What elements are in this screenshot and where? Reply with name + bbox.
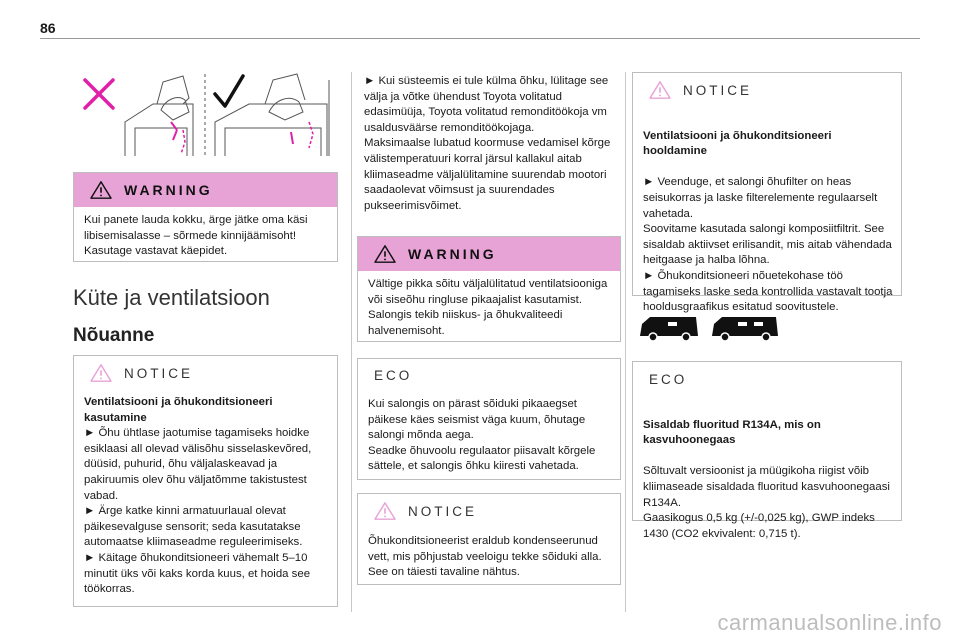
notice-title: NOTICE: [408, 503, 478, 519]
table-fold-illustration: [65, 70, 335, 162]
header-rule: [40, 38, 920, 39]
van-silhouette-icon: [638, 314, 780, 344]
notice-title: NOTICE: [683, 82, 753, 98]
eco-heading: Sisaldab fluoritud R134A, mis on kasvuhoonegaas: [643, 418, 821, 447]
eco-header: [358, 359, 620, 391]
section-title: Küte ja ventilatsioon: [73, 285, 270, 310]
notice-heading: Ventilatsiooni ja õhukonditsioneeri hooldamine: [643, 129, 832, 158]
notice-box-usage: [73, 355, 338, 607]
warning-triangle-icon: [649, 80, 671, 100]
notice-title: NOTICE: [124, 365, 194, 381]
warning-body: Vältige pikka sõitu väljalülitatud ventilatsiooniga või siseõhu ringluse pikaajalist kasutamist. Salongis tekib niiskus- ja õhukvaliteedi halvenemisoht.: [368, 278, 608, 337]
notice-body: Õhukonditsioneerist eraldub kondenseerunud vett, mis põhjustab veeloigu tekke sõiduki alla. See on täiesti tavaline nähtus.: [368, 535, 602, 579]
check-icon: [215, 76, 243, 106]
notice-header: [633, 73, 901, 107]
column-divider-left: [351, 72, 352, 612]
eco-header: [633, 362, 901, 396]
notice-body: ► Veenduge, et salongi õhufilter on heas seisukorras ja laske filterelemente regulaarselt vahetada. Soovitame kasutada salongi komposiitfiltrit. See sisaldab aktiivset erilisandit, mis aitab vähendada heitgaase ja halba lõhna. ► Õhukonditsioneeri nõuetekohase töö tagamiseks laske seda kontrollida vastavalt tootja hooldusgraafikus esitatud soovitustele.: [643, 176, 893, 314]
notice-paragraph: ► Ärge katke kinni armatuurlaual olevat päikesevalguse sensorit; seda kasutatakse automaatse kliimaseadme reguleerimiseks.: [84, 505, 303, 549]
notice-heading: Ventilatsiooni ja õhukonditsioneeri kasutamine: [84, 396, 273, 424]
eco-body: Sõltuvalt versioonist ja müügikoha riigist võib kliimaseade sisaldada fluoritud kasvuhoonegaasi R134A. Gaasikogus 0,5 kg (+/-0,025 kg), GWP indeks 1430 (CO2 ekvivalent: 0,715 t).: [643, 465, 890, 540]
notice-paragraph: ► Käitage õhukonditsioneeri vähemalt 5–10 minutit üks või kaks korda kuus, et hoida see töökorras.: [84, 551, 311, 596]
eco-box-refrigerant: [632, 361, 902, 540]
warning-body: Kui panete lauda kokku, ärge jätke oma käsi libisemisalasse – sõrmede kinnijäämisoht! Kasutage vastavat käepidet.: [84, 214, 308, 258]
notice-paragraph: ► Õhu ühtlase jaotumise tagamiseks hoidke esiklaasi all olevad välisõhu sisselaskevõred, düüsid, puhurid, õhu väljalaskeavad ja pakiruumis olev õhu väljatõmme takistustest vabad.: [84, 427, 312, 502]
subsection-title: Nõuanne: [73, 325, 155, 346]
notice-box-maintenance: [632, 72, 902, 314]
warning-header: [74, 173, 337, 207]
eco-title: ECO: [649, 371, 688, 387]
warning-triangle-icon: [90, 363, 112, 383]
notice-header: [358, 494, 620, 528]
intro-text: ► Kui süsteemis ei tule külma õhku, lülitage see välja ja võtke ühendust Toyota volitatud edasimüüja, Toyota volitatud remonditöökoja vm usaldusväärse remonditöökojaga. Maksimaalse lubatud koormuse vedamisel kõrge välistemperatuuri korral järsul kallakul aitab kliimaseadme väljalülitamine suurendab mootori saadaolevat võimsust ja suurendades pukseerimisvõimet.: [364, 75, 611, 212]
warning-title: WARNING: [124, 182, 213, 198]
page-number: 86: [40, 20, 56, 36]
warning-triangle-icon: [374, 501, 396, 521]
warning-box-ventilation: [357, 236, 621, 342]
column-divider-right: [625, 72, 626, 612]
warning-header: [358, 237, 620, 271]
eco-title: ECO: [374, 367, 413, 383]
eco-body: Kui salongis on pärast sõiduki pikaaegset päikese käes seismist väga kuum, õhutage salongi mõnda aega. Seadke õhuvoolu regulaator piisavalt kõrgele sättele, et salongis õhku kiiresti vahetada.: [368, 398, 596, 473]
cross-icon: [85, 80, 113, 108]
warning-triangle-icon: [374, 244, 396, 264]
notice-header: [74, 356, 337, 390]
warning-triangle-icon: [90, 180, 112, 200]
warning-title: WARNING: [408, 246, 497, 262]
warning-box-fold: [73, 172, 338, 262]
eco-box-ventilate: [357, 358, 621, 480]
notice-box-condensation: [357, 493, 621, 585]
watermark: carmanualsonline.info: [717, 610, 942, 635]
